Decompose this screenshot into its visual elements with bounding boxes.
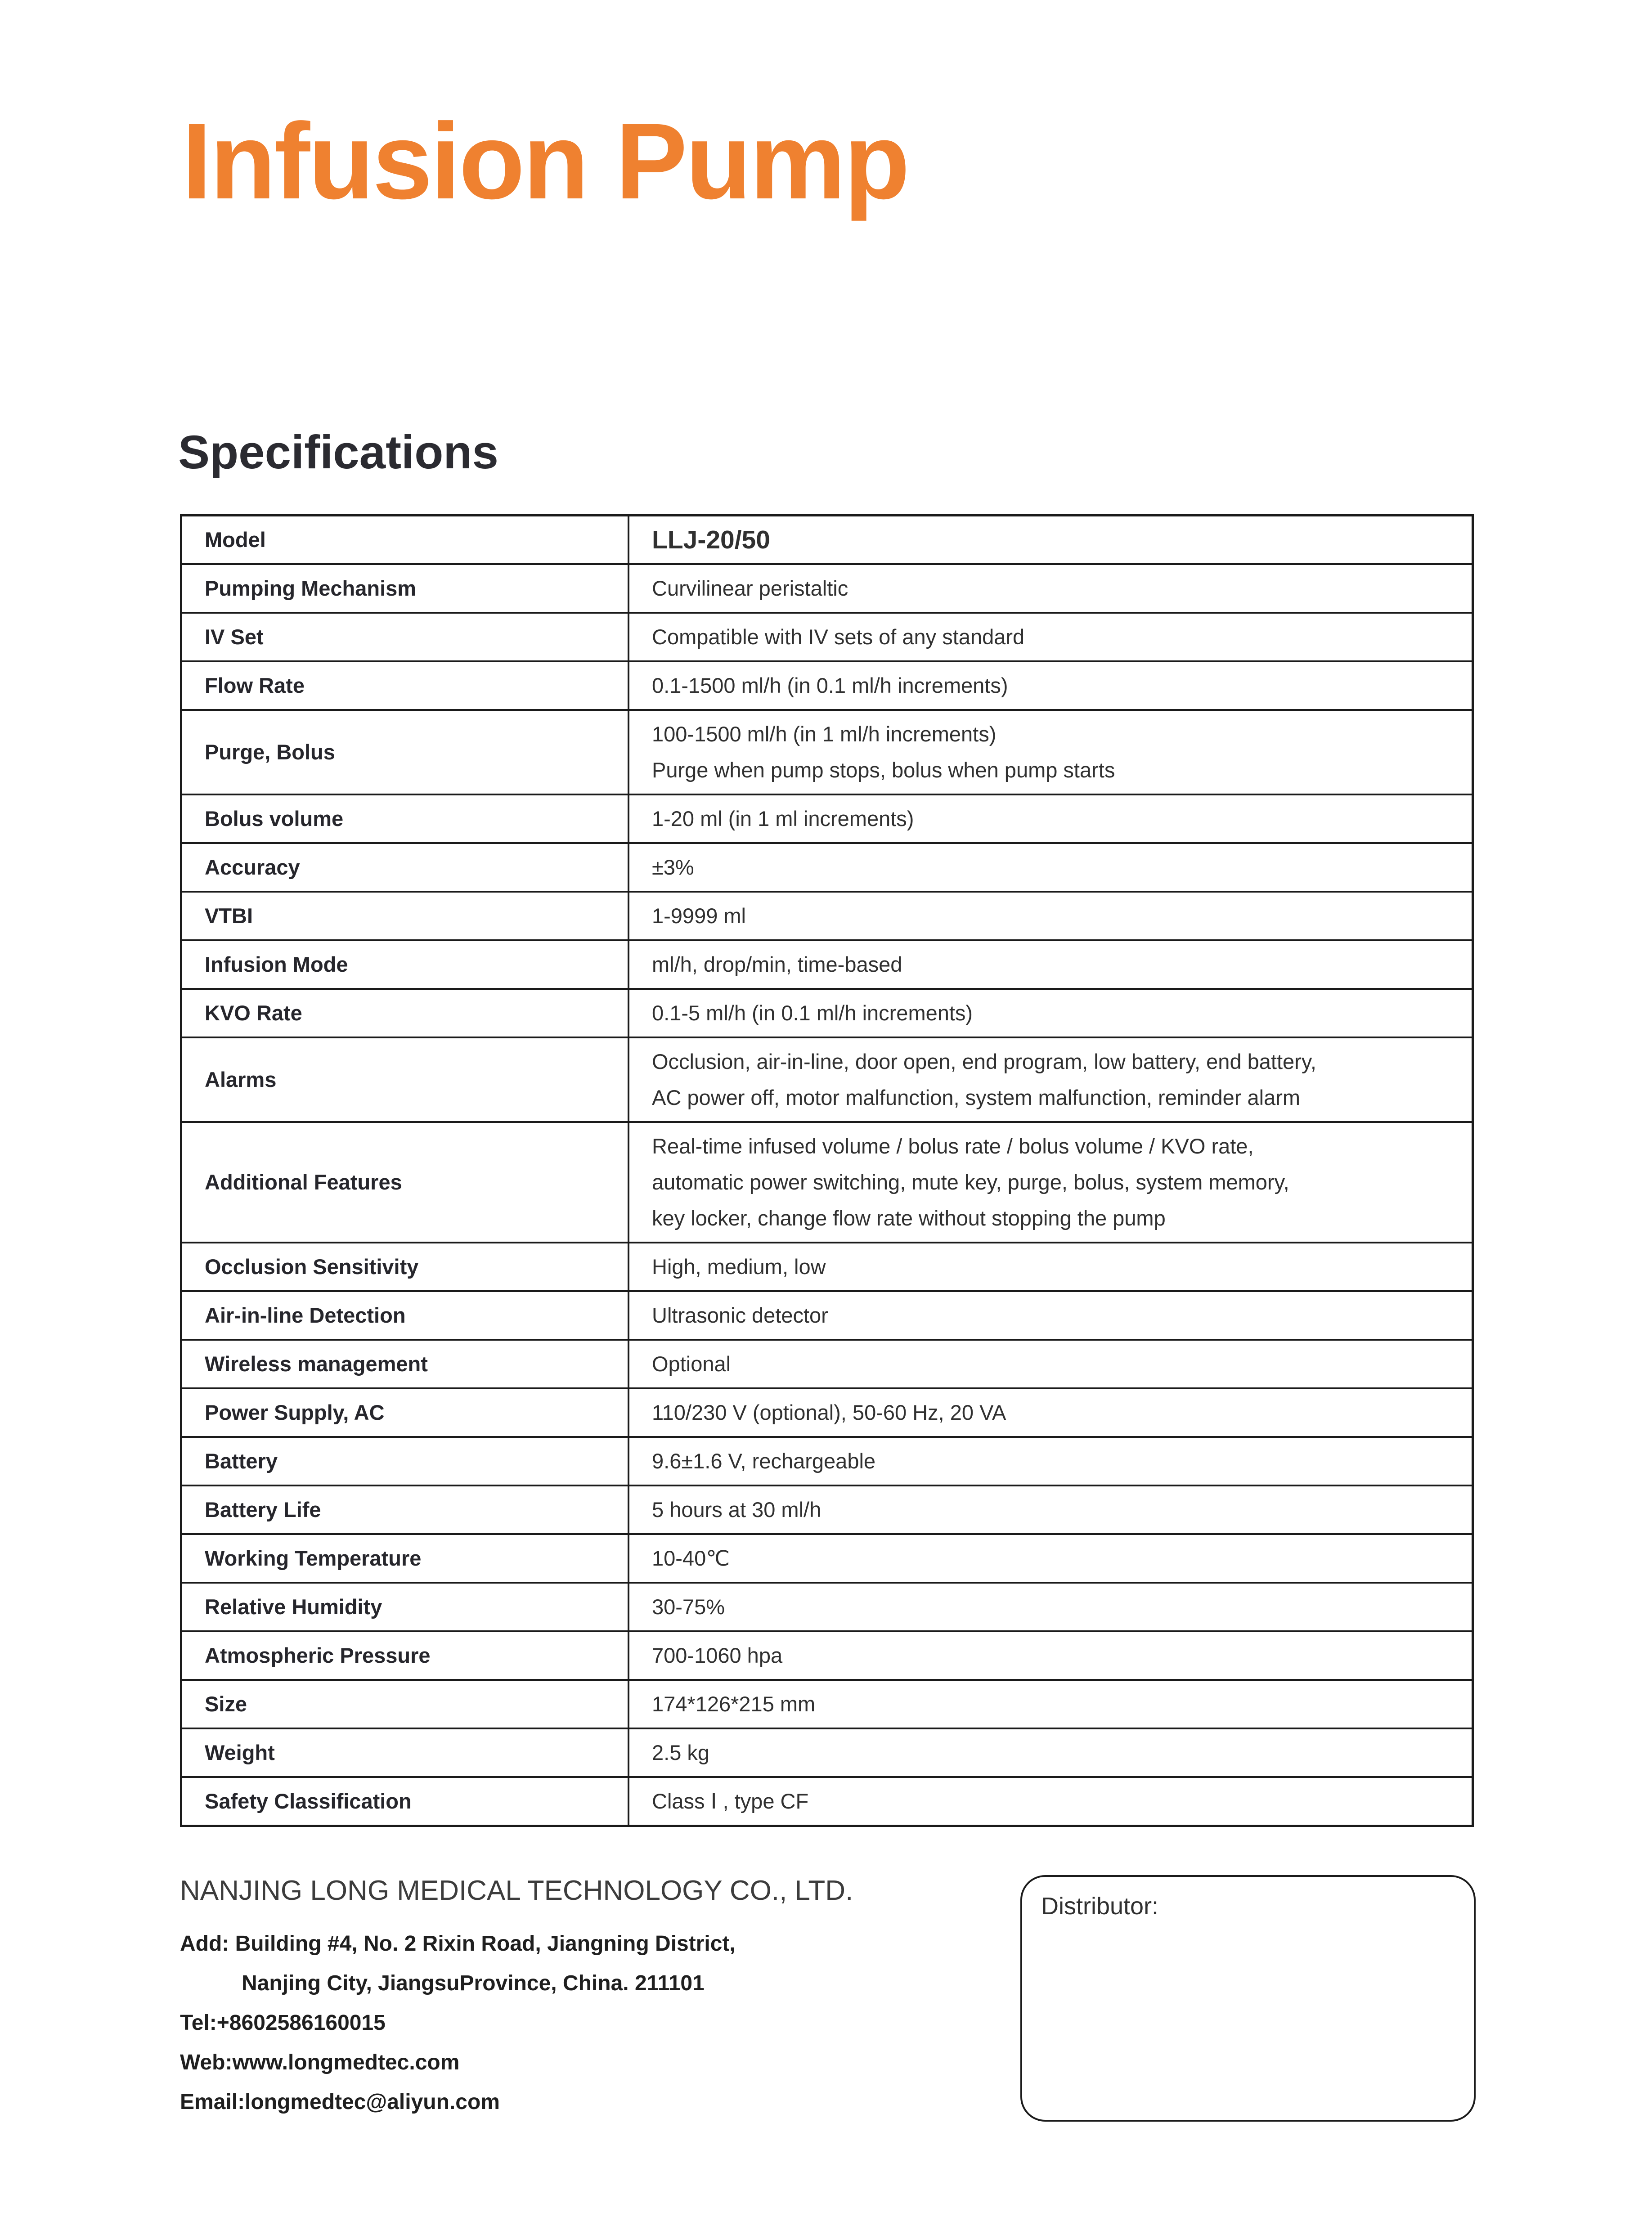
spec-value xyxy=(628,1340,1473,1388)
spec-row xyxy=(181,1388,1473,1437)
spec-label: Infusion Mode xyxy=(181,940,629,989)
spec-value xyxy=(628,1534,1473,1583)
spec-label: Power Supply, AC xyxy=(181,1388,629,1437)
spec-label: Model xyxy=(181,515,629,564)
spec-value-line: Ultrasonic detector xyxy=(652,1303,828,1327)
specifications-heading: Specifications xyxy=(178,426,498,479)
company-address-line-2: Nanjing City, JiangsuProvince, China. 211101 xyxy=(242,1971,705,1995)
spec-value xyxy=(628,661,1473,710)
spec-value xyxy=(628,1243,1473,1291)
spec-value xyxy=(628,940,1473,989)
spec-row xyxy=(181,1728,1473,1777)
spec-row xyxy=(181,794,1473,843)
company-website: Web:www.longmedtec.com xyxy=(180,2051,460,2074)
spec-label: Battery Life xyxy=(181,1485,629,1534)
spec-value xyxy=(628,1777,1473,1826)
spec-row xyxy=(181,1243,1473,1291)
spec-value xyxy=(628,1583,1473,1631)
company-telephone: Tel:+8602586160015 xyxy=(180,2011,386,2035)
spec-value-line: Purge when pump stops, bolus when pump starts xyxy=(652,758,1115,782)
spec-label: Atmospheric Pressure xyxy=(181,1631,629,1680)
spec-label: Wireless management xyxy=(181,1340,629,1388)
spec-label: KVO Rate xyxy=(181,989,629,1037)
spec-row xyxy=(181,1037,1473,1122)
spec-value-line: Optional xyxy=(652,1352,731,1376)
spec-value-line: High, medium, low xyxy=(652,1255,826,1279)
footer xyxy=(180,1876,853,2130)
spec-value-line: 2.5 kg xyxy=(652,1741,710,1764)
spec-label: Working Temperature xyxy=(181,1534,629,1583)
distributor-label: Distributor: xyxy=(1041,1893,1159,1920)
spec-value-line: 174*126*215 mm xyxy=(652,1692,816,1716)
spec-value-line: 1-9999 ml xyxy=(652,904,746,928)
spec-label: Bolus volume xyxy=(181,794,629,843)
spec-label: Accuracy xyxy=(181,843,629,892)
spec-value xyxy=(628,564,1473,613)
spec-label: Battery xyxy=(181,1437,629,1485)
spec-value-line: AC power off, motor malfunction, system malfunction, reminder alarm xyxy=(652,1086,1301,1109)
spec-value xyxy=(628,613,1473,661)
spec-row xyxy=(181,892,1473,940)
spec-value xyxy=(628,1680,1473,1728)
spec-value-line: 0.1-5 ml/h (in 0.1 ml/h increments) xyxy=(652,1001,973,1025)
spec-value-line: 100-1500 ml/h (in 1 ml/h increments) xyxy=(652,722,997,746)
spec-label: Safety Classification xyxy=(181,1777,629,1826)
spec-value-line: key locker, change flow rate without stopping the pump xyxy=(652,1206,1166,1230)
spec-row xyxy=(181,1534,1473,1583)
spec-row xyxy=(181,843,1473,892)
spec-label: Relative Humidity xyxy=(181,1583,629,1631)
spec-value-line: 9.6±1.6 V, rechargeable xyxy=(652,1449,876,1473)
spec-row xyxy=(181,710,1473,794)
spec-value-line: 30-75% xyxy=(652,1595,725,1619)
spec-value xyxy=(628,1728,1473,1777)
spec-value xyxy=(628,794,1473,843)
spec-value-line: Real-time infused volume / bolus rate / bolus volume / KVO rate, xyxy=(652,1134,1254,1158)
spec-value-line: 0.1-1500 ml/h (in 0.1 ml/h increments) xyxy=(652,673,1008,697)
spec-value xyxy=(628,989,1473,1037)
spec-value-line: automatic power switching, mute key, purge, bolus, system memory, xyxy=(652,1170,1289,1194)
spec-row xyxy=(181,1291,1473,1340)
spec-label: VTBI xyxy=(181,892,629,940)
company-name: NANJING LONG MEDICAL TECHNOLOGY CO., LTD. xyxy=(180,1875,853,1906)
spec-row xyxy=(181,1340,1473,1388)
spec-value xyxy=(628,1291,1473,1340)
spec-value-line: Occlusion, air-in-line, door open, end program, low battery, end battery, xyxy=(652,1050,1316,1073)
spec-value-line: Class Ⅰ , type CF xyxy=(652,1789,809,1813)
spec-label: Flow Rate xyxy=(181,661,629,710)
spec-row xyxy=(181,1122,1473,1243)
spec-value-line: 5 hours at 30 ml/h xyxy=(652,1498,822,1521)
spec-value xyxy=(628,843,1473,892)
spec-row xyxy=(181,515,1473,564)
specifications-table-body xyxy=(181,515,1473,1826)
page-title: Infusion Pump xyxy=(182,101,908,221)
spec-row xyxy=(181,1485,1473,1534)
spec-label: Occlusion Sensitivity xyxy=(181,1243,629,1291)
spec-value-line: 1-20 ml (in 1 ml increments) xyxy=(652,807,914,830)
spec-row xyxy=(181,1631,1473,1680)
spec-value xyxy=(628,515,1473,564)
spec-label: Pumping Mechanism xyxy=(181,564,629,613)
spec-value-line: 700-1060 hpa xyxy=(652,1643,783,1667)
spec-row xyxy=(181,1680,1473,1728)
spec-value-line: ml/h, drop/min, time-based xyxy=(652,952,902,976)
spec-value xyxy=(628,1631,1473,1680)
spec-label: Weight xyxy=(181,1728,629,1777)
spec-value-line: ±3% xyxy=(652,855,694,879)
spec-value xyxy=(628,710,1473,794)
spec-value-line: Compatible with IV sets of any standard xyxy=(652,625,1025,649)
spec-value-line: 10-40℃ xyxy=(652,1546,730,1570)
spec-value xyxy=(628,892,1473,940)
spec-row xyxy=(181,564,1473,613)
spec-value-line: 110/230 V (optional), 50-60 Hz, 20 VA xyxy=(652,1400,1006,1424)
spec-value-line: LLJ-20/50 xyxy=(652,525,770,554)
spec-row xyxy=(181,1583,1473,1631)
spec-row xyxy=(181,1437,1473,1485)
spec-label: IV Set xyxy=(181,613,629,661)
spec-row xyxy=(181,661,1473,710)
spec-row xyxy=(181,613,1473,661)
spec-label: Size xyxy=(181,1680,629,1728)
spec-label: Additional Features xyxy=(181,1122,629,1243)
specifications-table xyxy=(180,514,1474,1827)
spec-row xyxy=(181,989,1473,1037)
spec-label: Purge, Bolus xyxy=(181,710,629,794)
spec-value-line: Curvilinear peristaltic xyxy=(652,576,848,600)
distributor-box xyxy=(1020,1875,1476,2122)
spec-label: Alarms xyxy=(181,1037,629,1122)
spec-value xyxy=(628,1037,1473,1122)
spec-row xyxy=(181,1777,1473,1826)
company-address-line-1: Add: Building #4, No. 2 Rixin Road, Jiangning District, xyxy=(180,1932,736,1956)
company-email: Email:longmedtec@aliyun.com xyxy=(180,2090,500,2114)
spec-label: Air-in-line Detection xyxy=(181,1291,629,1340)
spec-value xyxy=(628,1388,1473,1437)
spec-value xyxy=(628,1485,1473,1534)
spec-value xyxy=(628,1122,1473,1243)
spec-value xyxy=(628,1437,1473,1485)
spec-row xyxy=(181,940,1473,989)
